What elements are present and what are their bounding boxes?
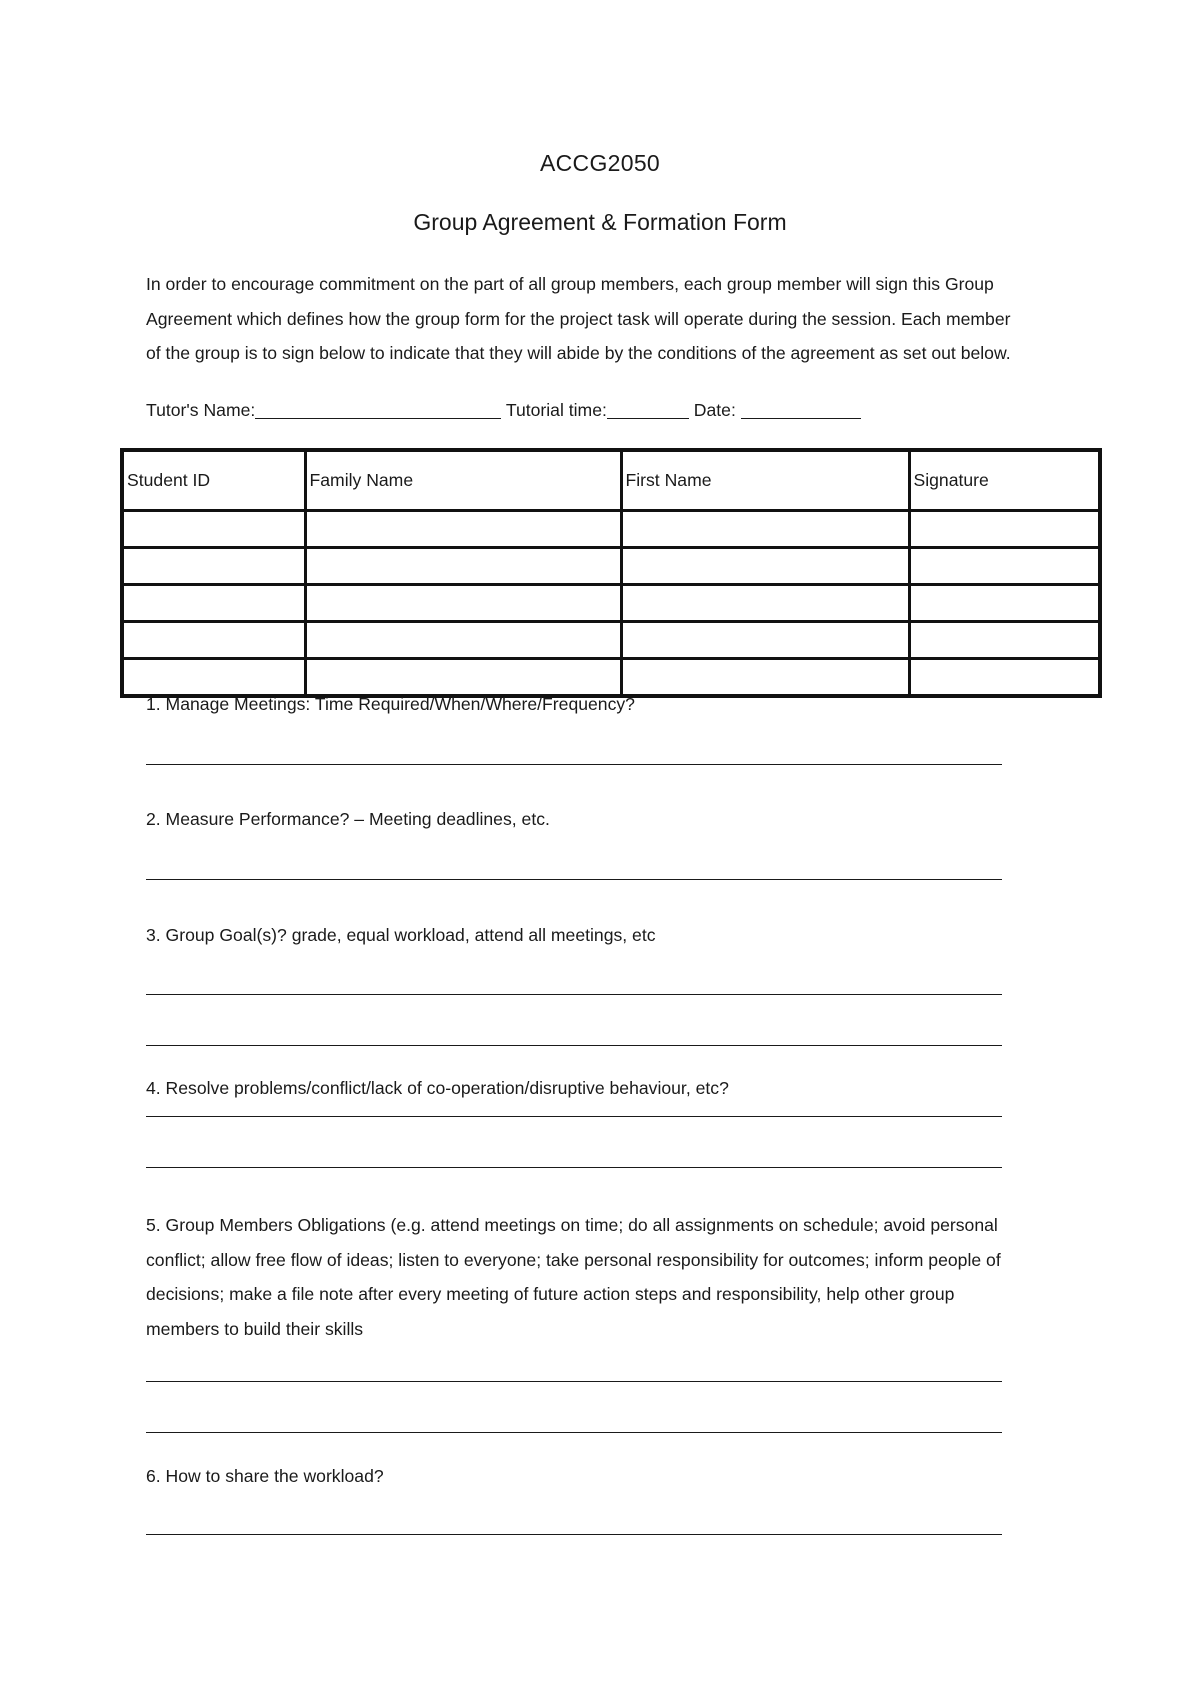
signature-cell[interactable]: [909, 547, 1100, 584]
first-name-cell[interactable]: [621, 510, 909, 547]
answer-line-4a[interactable]: [146, 1116, 1002, 1117]
student-id-cell[interactable]: [122, 547, 305, 584]
answer-line-3b[interactable]: [146, 1045, 1002, 1046]
signature-cell[interactable]: [909, 658, 1100, 696]
student-id-cell[interactable]: [122, 621, 305, 658]
date-field[interactable]: [741, 400, 861, 419]
table-row: [122, 621, 1100, 658]
intro-line: Agreement which defines how the group form for the project task will operate during the session. Each member: [146, 308, 1011, 329]
table-row: [122, 547, 1100, 584]
table-header-row: [122, 450, 1100, 510]
answer-line-2[interactable]: [146, 879, 1002, 880]
column-header-first-name: First Name: [621, 450, 909, 510]
intro-line: In order to encourage commitment on the part of all group members, each group member will sign this Group: [146, 274, 994, 294]
answer-line-6[interactable]: [146, 1534, 1002, 1535]
family-name-cell[interactable]: [305, 658, 621, 696]
family-name-cell[interactable]: [305, 621, 621, 658]
answer-line-4b[interactable]: [146, 1167, 1002, 1168]
table-row: [122, 510, 1100, 547]
question-5-line: 5. Group Members Obligations (e.g. attend meetings on time; do all assignments on schedule; avoid personal: [146, 1215, 998, 1235]
intro-paragraph: [146, 267, 1066, 371]
first-name-cell[interactable]: [621, 621, 909, 658]
date-label: Date:: [693, 400, 736, 420]
answer-line-3a[interactable]: [146, 994, 1002, 995]
signature-cell[interactable]: [909, 621, 1100, 658]
course-code: ACCG2050: [539, 150, 661, 176]
table-row: [122, 584, 1100, 621]
question-5-line: decisions; make a file note after every meeting of future action steps and responsibility, help other group: [146, 1284, 955, 1304]
column-header-family-name: Family Name: [305, 450, 621, 510]
student-id-cell[interactable]: [122, 658, 305, 696]
table-row: [122, 658, 1100, 696]
question-1: 1. Manage Meetings: Time Required/When/Where/Frequency?: [146, 694, 635, 714]
tutor-name-field[interactable]: [255, 400, 501, 419]
signature-cell[interactable]: [909, 510, 1100, 547]
family-name-cell[interactable]: [305, 584, 621, 621]
question-5: [146, 1208, 1046, 1346]
question-2: 2. Measure Performance? – Meeting deadlines, etc.: [146, 809, 550, 829]
question-5-line: members to build their skills: [146, 1318, 364, 1339]
family-name-cell[interactable]: [305, 547, 621, 584]
tutorial-time-label: Tutorial time:: [505, 400, 607, 420]
tutorial-time-field[interactable]: [607, 400, 689, 419]
tutor-name-label: Tutor's Name:: [146, 400, 256, 420]
column-header-signature: Signature: [909, 450, 1100, 510]
first-name-cell[interactable]: [621, 547, 909, 584]
tutor-details-line: [146, 400, 861, 421]
answer-line-1[interactable]: [146, 764, 1002, 765]
column-header-student-id: Student ID: [122, 450, 305, 510]
answer-line-5b[interactable]: [146, 1432, 1002, 1433]
question-5-line: conflict; allow free flow of ideas; listen to everyone; take personal responsibility for outcomes; inform people of: [146, 1249, 1001, 1270]
family-name-cell[interactable]: [305, 510, 621, 547]
signature-cell[interactable]: [909, 584, 1100, 621]
student-id-cell[interactable]: [122, 584, 305, 621]
question-3: 3. Group Goal(s)? grade, equal workload, attend all meetings, etc: [146, 925, 656, 945]
question-6: 6. How to share the workload?: [146, 1466, 384, 1486]
intro-line: of the group is to sign below to indicate that they will abide by the conditions of the agreement as set out below.: [146, 343, 1011, 363]
answer-line-5a[interactable]: [146, 1381, 1002, 1382]
form-title: Group Agreement & Formation Form: [413, 209, 787, 235]
group-members-table: [120, 448, 1102, 698]
first-name-cell[interactable]: [621, 584, 909, 621]
question-4: 4. Resolve problems/conflict/lack of co-operation/disruptive behaviour, etc?: [146, 1078, 729, 1098]
student-id-cell[interactable]: [122, 510, 305, 547]
first-name-cell[interactable]: [621, 658, 909, 696]
